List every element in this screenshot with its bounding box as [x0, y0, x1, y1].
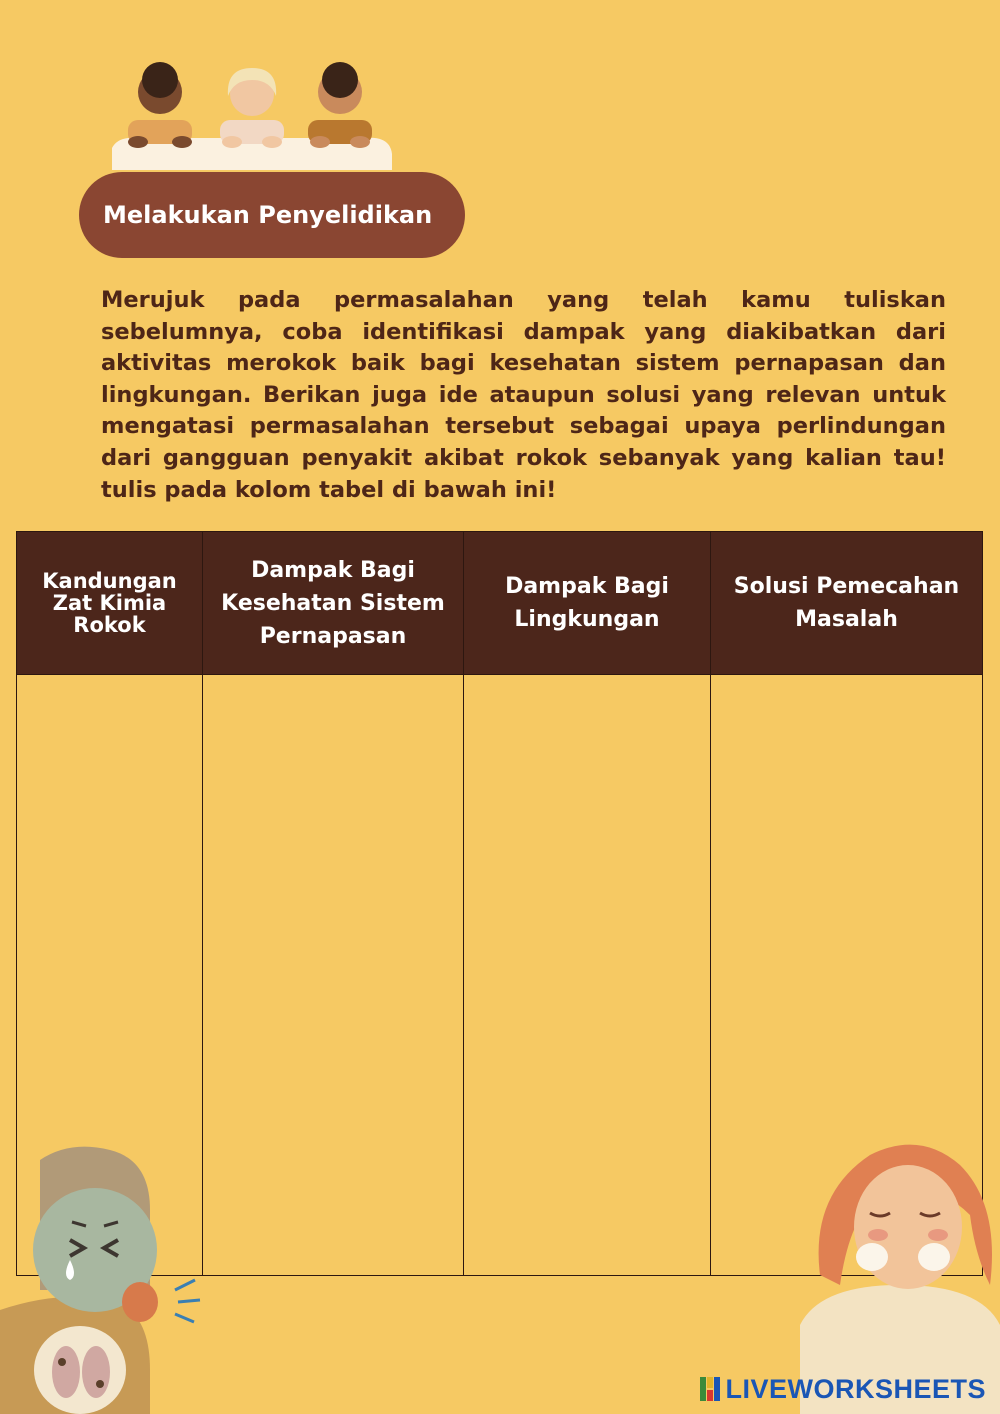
header-respiratory-impact: Dampak Bagi Kesehatan Sistem Pernapasan [203, 532, 464, 674]
coughing-smoker-illustration [0, 1140, 210, 1414]
section-title-pill [79, 172, 465, 258]
woman-covering-mouth-illustration [800, 1135, 1000, 1414]
header-environment-impact: Dampak Bagi Lingkungan [464, 532, 711, 674]
liveworksheets-logo-icon [700, 1377, 722, 1401]
header-chemical-content: Kandungan Zat Kimia Rokok [17, 532, 203, 674]
brand-name: LIVEWORKSHEETS [725, 1373, 986, 1404]
table-header-row [17, 532, 982, 674]
brand-logo [700, 1374, 986, 1404]
answer-cell-respiratory-impact[interactable] [203, 675, 464, 1275]
header-solution: Solusi Pemecahan Masalah [733, 574, 960, 632]
instructions-text: Merujuk pada permasalahan yang telah kamu tuliskan sebelumnya, coba identifikasi dampak yang diakibatkan dari aktivitas merokok baik bagi kesehatan sistem pernapasan dan lingkungan. Berikan juga ide ataupun solusi yang relevan untuk mengatasi permasalahan tersebut sebagai upaya perlindungan dari gangguan penyakit akibat rokok sebanyak yang kalian tau! tulis pada kolom tabel di bawah ini! [101, 287, 946, 503]
answer-cell-environment-impact[interactable] [464, 675, 711, 1275]
three-children-illustration [108, 62, 396, 172]
section-title: Melakukan Penyelidikan [103, 201, 433, 229]
